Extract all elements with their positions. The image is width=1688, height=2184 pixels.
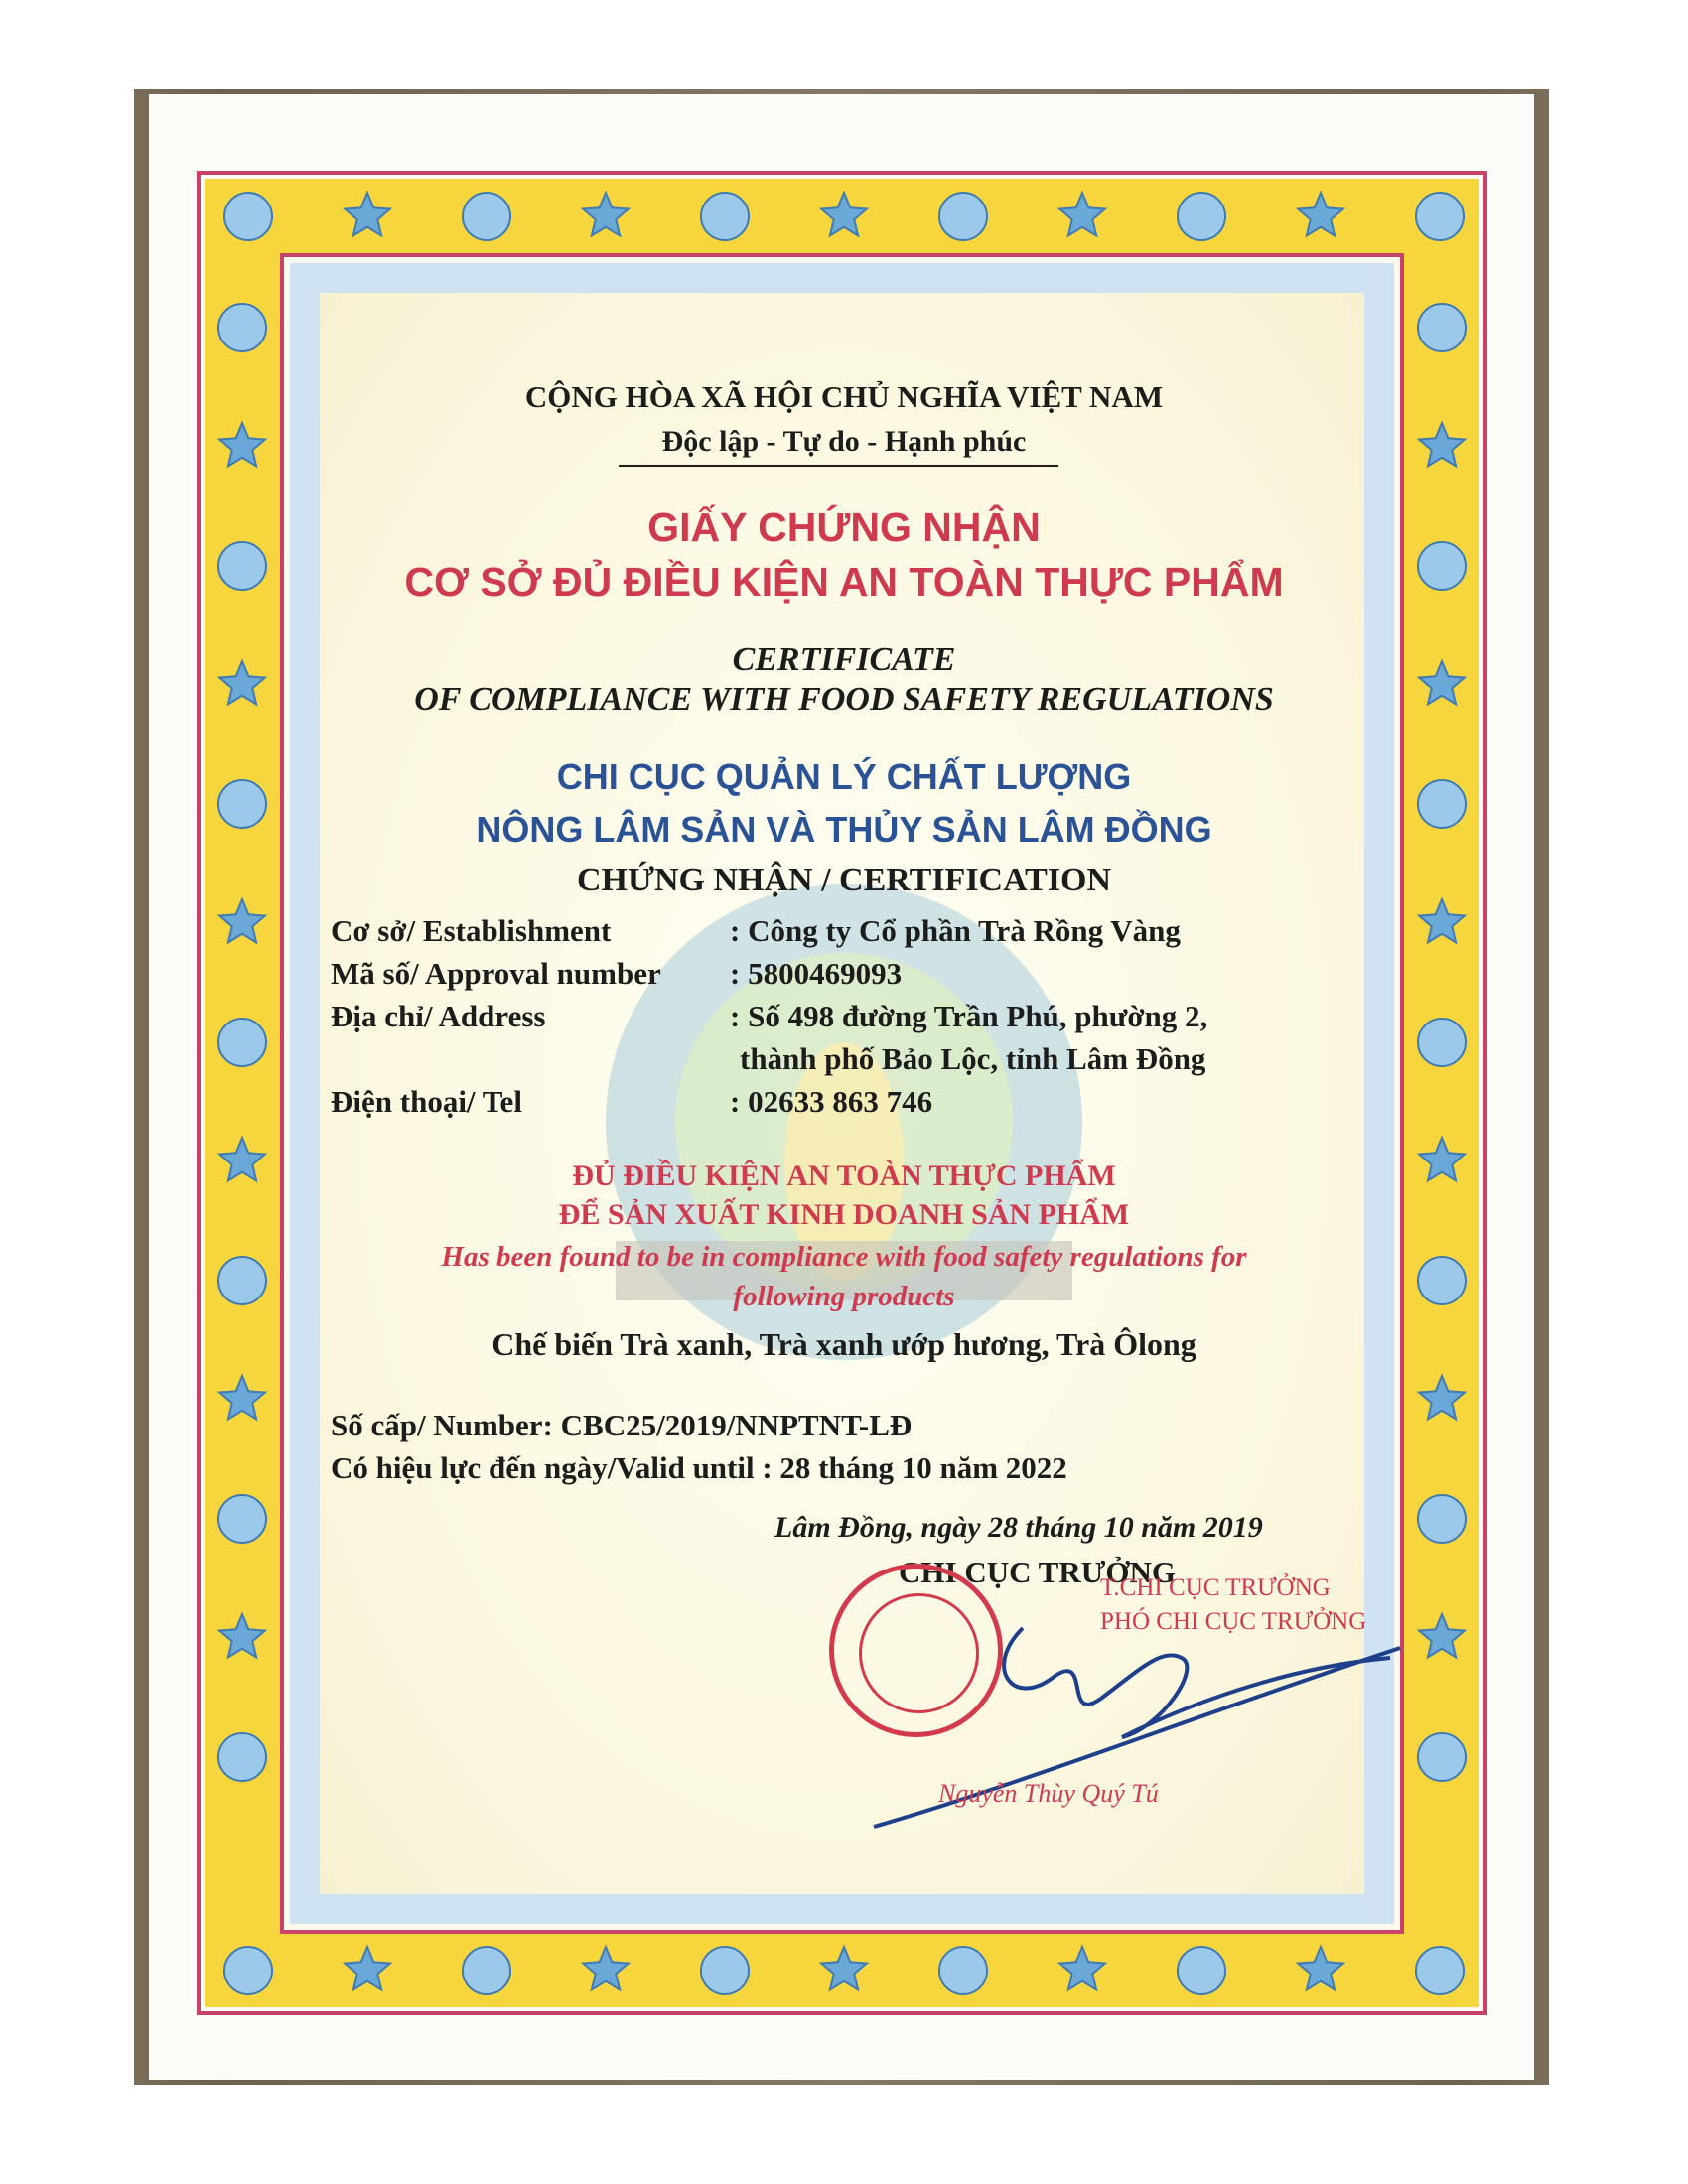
products: Chế biến Trà xanh, Trà xanh ướp hương, Trà Ôlong (492, 1326, 1196, 1362)
lotus-ornament (1418, 304, 1466, 351)
star-ornament (1298, 193, 1343, 235)
lotus-ornament (218, 304, 266, 351)
field-label-tel: Điện thoại/ Tel (331, 1084, 522, 1119)
lotus-ornament (463, 193, 510, 240)
lotus-ornament (224, 1947, 272, 1994)
title-en-line2: OF COMPLIANCE WITH FOOD SAFETY REGULATIONS (414, 681, 1274, 718)
lotus-ornament (701, 193, 749, 240)
title-vn-line1: GIẤY CHỨNG NHẬN (647, 504, 1041, 550)
star-ornament (1419, 899, 1465, 942)
star-ornament (1298, 1947, 1343, 1989)
field-value-establishment: : Công ty Cổ phần Trà Rồng Vàng (730, 913, 1181, 948)
field-value-tel: : 02633 863 746 (730, 1084, 933, 1119)
star-ornament (219, 1614, 265, 1657)
certificate-number: Số cấp/ Number: CBC25/2019/NNPTNT-LĐ (331, 1408, 913, 1442)
star-ornament (583, 193, 629, 235)
issuer-line1: CHI CỤC QUẢN LÝ CHẤT LƯỢNG (556, 756, 1132, 797)
field-label-establishment: Cơ sở/ Establishment (331, 913, 612, 948)
motto: Độc lập - Tự do - Hạnh phúc (661, 425, 1027, 458)
stamp-line2: PHÓ CHI CỤC TRƯỞNG (1100, 1608, 1367, 1635)
lotus-ornament (1416, 1947, 1464, 1994)
compliance-vn-line1: ĐỦ ĐIỀU KIỆN AN TOÀN THỰC PHẨM (572, 1160, 1116, 1192)
lotus-ornament (701, 1947, 749, 1994)
lotus-ornament (1418, 1019, 1466, 1066)
field-label-address: Địa chỉ/ Address (331, 999, 546, 1033)
compliance-vn-line2: ĐỂ SẢN XUẤT KINH DOANH SẢN PHẨM (558, 1198, 1130, 1231)
signer-title: CHI CỤC TRƯỞNG (899, 1555, 1177, 1589)
signer-name: Nguyễn Thùy Quý Tú (938, 1779, 1159, 1808)
star-ornament (219, 899, 265, 942)
field-label-approval: Mã số/ Approval number (331, 956, 661, 991)
stamp-line1: T.CHI CỤC TRƯỞNG (1100, 1574, 1331, 1601)
lotus-ornament (463, 1947, 510, 1994)
lotus-ornament (218, 1495, 266, 1543)
lotus-ornament (218, 1733, 266, 1781)
star-ornament (583, 1947, 629, 1989)
star-ornament (1059, 193, 1105, 235)
issuer-line2: NÔNG LÂM SẢN VÀ THỦY SẢN LÂM ĐỒNG (476, 809, 1212, 850)
field-value-address: : Số 498 đường Trần Phú, phường 2, (730, 999, 1208, 1033)
field-value-approval: : 5800469093 (730, 956, 903, 991)
star-ornament (821, 193, 867, 235)
motto-underline (619, 465, 1058, 467)
star-ornament (821, 1947, 867, 1989)
certification-heading: CHỨNG NHẬN / CERTIFICATION (576, 862, 1112, 898)
lotus-ornament (1418, 1733, 1466, 1781)
lotus-ornament (939, 193, 987, 240)
star-ornament (345, 193, 390, 235)
lotus-ornament (1178, 1947, 1225, 1994)
star-ornament (1059, 1947, 1105, 1989)
title-en-line1: CERTIFICATE (732, 641, 956, 678)
lotus-ornament (224, 193, 272, 240)
republic-heading: CỘNG HÒA XÃ HỘI CHỦ NGHĨA VIỆT NAM (524, 379, 1164, 414)
lotus-ornament (1418, 1495, 1466, 1543)
compliance-en-line2: following products (733, 1281, 955, 1312)
compliance-en-line1: Has been found to be in compliance with food safety regulations for (441, 1241, 1247, 1273)
star-ornament (219, 1376, 265, 1419)
star-ornament (1419, 1376, 1465, 1419)
lotus-ornament (1416, 193, 1464, 240)
lotus-ornament (939, 1947, 987, 1994)
field-value-address-line2: thành phố Bảo Lộc, tỉnh Lâm Đồng (740, 1041, 1206, 1076)
star-ornament (1419, 1614, 1465, 1657)
issue-date: Lâm Đồng, ngày 28 tháng 10 năm 2019 (774, 1511, 1263, 1544)
valid-until: Có hiệu lực đến ngày/Valid until : 28 tháng 10 năm 2022 (331, 1450, 1067, 1485)
star-ornament (345, 1947, 390, 1989)
title-vn-line2: CƠ SỞ ĐỦ ĐIỀU KIỆN AN TOÀN THỰC PHẨM (404, 559, 1284, 605)
lotus-ornament (218, 1019, 266, 1066)
lotus-ornament (1178, 193, 1225, 240)
